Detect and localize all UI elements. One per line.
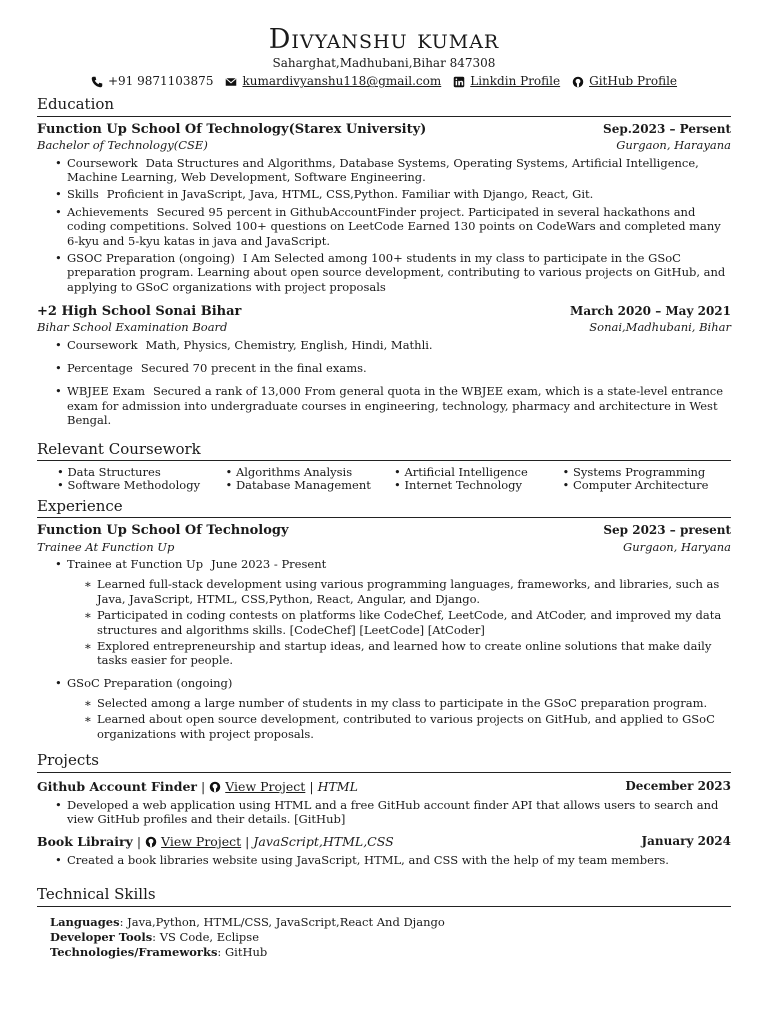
- organization-name: Function Up School Of Technology: [37, 523, 289, 539]
- skills-tools: Developer Tools: VS Code, Eclipse: [50, 929, 260, 944]
- list-item: • Data Structures: [57, 466, 226, 479]
- list-item: • Developed a web application using HTML and a free GitHub account finder API that allows users to search and view GitHub profiles and their details. [GitHub]: [67, 798, 731, 827]
- degree: Bihar School Examination Board: [37, 320, 228, 335]
- sub-list-item: ∗ Participated in coding contests on platforms like CodeChef, LeetCode, and AtCoder, and improved my data structures and algorithms skills. [CodeChef] [LeetCode] [AtCoder]: [97, 608, 731, 637]
- education-dates: March 2020 – May 2021: [570, 304, 731, 319]
- experience-entry: [37, 523, 731, 741]
- resume-header: [37, 26, 731, 89]
- view-project-link[interactable]: View Project: [161, 834, 242, 850]
- education-entry: [37, 122, 731, 294]
- education-dates: Sep.2023 – Persent: [603, 122, 731, 137]
- institution-name: Function Up School Of Technology(Starex University): [37, 122, 427, 138]
- education-heading: Education: [37, 95, 731, 117]
- contact-row: [37, 74, 731, 89]
- list-item: • Software Methodology: [57, 479, 226, 492]
- experience-dates: Sep 2023 – present: [603, 523, 731, 538]
- project-name: Book Librairy: [37, 834, 133, 850]
- list-item: • Computer Architecture: [563, 479, 732, 492]
- github-icon: [209, 781, 221, 793]
- envelope-icon: [225, 76, 237, 88]
- project-tech: HTML: [317, 778, 358, 794]
- project-name: Github Account Finder: [37, 778, 198, 794]
- project-date: January 2024: [641, 834, 731, 849]
- github-icon: [145, 836, 157, 848]
- view-project-link[interactable]: View Project: [225, 778, 306, 794]
- address: Saharghat,Madhubani,Bihar 847308: [272, 56, 496, 71]
- email-link[interactable]: kumardivyanshu118@gmail.com: [242, 74, 442, 89]
- skills-languages: Languages: Java,Python, HTML/CSS, JavaScript,React And Django: [50, 915, 445, 929]
- list-item: • GSOC Preparation (ongoing) I Am Selected among 100+ students in my class to participate in the GSoC preparation program. Learning about open source development, contributing to various projects on GitHub, and applying to GSoC organizations with project proposals: [67, 251, 731, 294]
- phone-icon: [91, 76, 103, 88]
- list-item: • Achievements Secured 95 percent in GithubAccountFinder project. Participated in several hackathons and coding competitions. Solved 100+ questions on LeetCode Earned 130 points on CodeWars and completed many 6-kyu and 5-kyu katas in java and JavaScript.: [67, 205, 731, 248]
- list-item: • Coursework Math, Physics, Chemistry, English, Hindi, Mathli.: [67, 338, 731, 352]
- degree: Bachelor of Technology(CSE): [37, 138, 208, 153]
- list-item: • Systems Programming: [563, 466, 732, 479]
- linkedin-icon: [453, 76, 465, 88]
- sub-list-item: ∗ Explored entrepreneurship and startup ideas, and learned how to create online solutions that make daily tasks easier for people.: [97, 639, 731, 668]
- institution-name: +2 High School Sonai Bihar: [37, 304, 242, 320]
- project-date: December 2023: [625, 778, 731, 793]
- list-item: • GSoC Preparation (ongoing) ∗ Selected among a large number of students in my class to participate in the GSoC preparation program. ∗ Learned about open source development, contributed to various projects on GitHub, and applied to GSoC organizations with project proposals.: [67, 676, 731, 742]
- project-tech: JavaScript,HTML,CSS: [253, 834, 394, 850]
- projects-heading: Projects: [37, 751, 731, 773]
- education-location: Gurgaon, Harayana: [616, 138, 731, 153]
- github-contact[interactable]: [572, 74, 677, 89]
- experience-location: Gurgaon, Haryana: [623, 539, 731, 554]
- coursework-heading: Relevant Coursework: [37, 440, 731, 462]
- list-item: • Algorithms Analysis: [226, 466, 395, 479]
- list-item: • Percentage Secured 70 precent in the final exams.: [67, 361, 731, 375]
- skills-heading: Technical Skills: [37, 885, 731, 907]
- list-item: • Skills Proficient in JavaScript, Java, HTML, CSS,Python. Familiar with Django, React, Git.: [67, 187, 731, 201]
- list-item: • Coursework Data Structures and Algorithms, Database Systems, Operating Systems, Artificial Intelligence, Machine Learning, Web Development, Software Engineering.: [67, 156, 731, 185]
- role: Trainee At Function Up: [37, 539, 175, 554]
- phone-number: +91 9871103875: [107, 74, 214, 89]
- linkedin-link[interactable]: Linkdin Profile: [470, 74, 561, 89]
- sub-list-item: ∗ Selected among a large number of students in my class to participate in the GSoC preparation program.: [97, 696, 731, 710]
- list-item: • Internet Technology: [394, 479, 563, 492]
- list-item: • Created a book libraries website using JavaScript, HTML, and CSS with the help of my team members.: [67, 853, 731, 867]
- list-item: • Trainee at Function Up June 2023 - Present ∗ Learned full-stack development using various programming languages, frameworks, and libraries, such as Java, JavaScript, HTML, CSS,Python, React, Angular, and Django. ∗ Participated in coding contests on platforms like CodeChef, LeetCode, and AtCoder, and improved my data structures and algorithms skills. [CodeChef] [LeetCode] [AtCoder] ∗ Explored entrepreneurship and startup ideas, and learned how to create online solutions that make daily tasks easier for people.: [67, 557, 731, 668]
- sub-list-item: ∗ Learned about open source development, contributed to various projects on GitHub, and applied to GSoC organizations with project proposals.: [97, 712, 731, 741]
- coursework-grid: [57, 466, 731, 491]
- linkedin-contact[interactable]: [453, 74, 560, 89]
- experience-heading: Experience: [37, 497, 731, 519]
- github-icon: [572, 76, 584, 88]
- list-item: • Artificial Intelligence: [394, 466, 563, 479]
- project-entry: Book Librairy | View Project | JavaScript,HTML,CSS January 2024 • Created a book libraries website using JavaScript, HTML, and CSS with the help of my team members.: [37, 834, 731, 867]
- email-contact[interactable]: [225, 74, 441, 89]
- list-item: • WBJEE Exam Secured a rank of 13,000 From general quota in the WBJEE exam, which is a state-level entrance exam for admission into undergraduate courses in engineering, technology, pharmacy and architecture in West Bengal.: [67, 384, 731, 427]
- project-entry: Github Account Finder | View Project | HTML December 2023 • Developed a web application using HTML and a free GitHub account finder API that allows users to search and view GitHub profiles and their details. [GitHub]: [37, 779, 731, 826]
- sub-list-item: ∗ Learned full-stack development using various programming languages, frameworks, and libraries, such as Java, JavaScript, HTML, CSS,Python, React, Angular, and Django.: [97, 577, 731, 606]
- phone-contact: [91, 74, 214, 89]
- candidate-name: Divyanshu kumar: [268, 24, 500, 55]
- skills-technologies: Technologies/Frameworks: GitHub: [50, 944, 268, 959]
- list-item: • Database Management: [226, 479, 395, 492]
- education-location: Sonai,Madhubani, Bihar: [589, 320, 731, 335]
- skills-list: [50, 915, 731, 960]
- github-link[interactable]: GitHub Profile: [589, 74, 678, 89]
- education-entry: [37, 304, 731, 428]
